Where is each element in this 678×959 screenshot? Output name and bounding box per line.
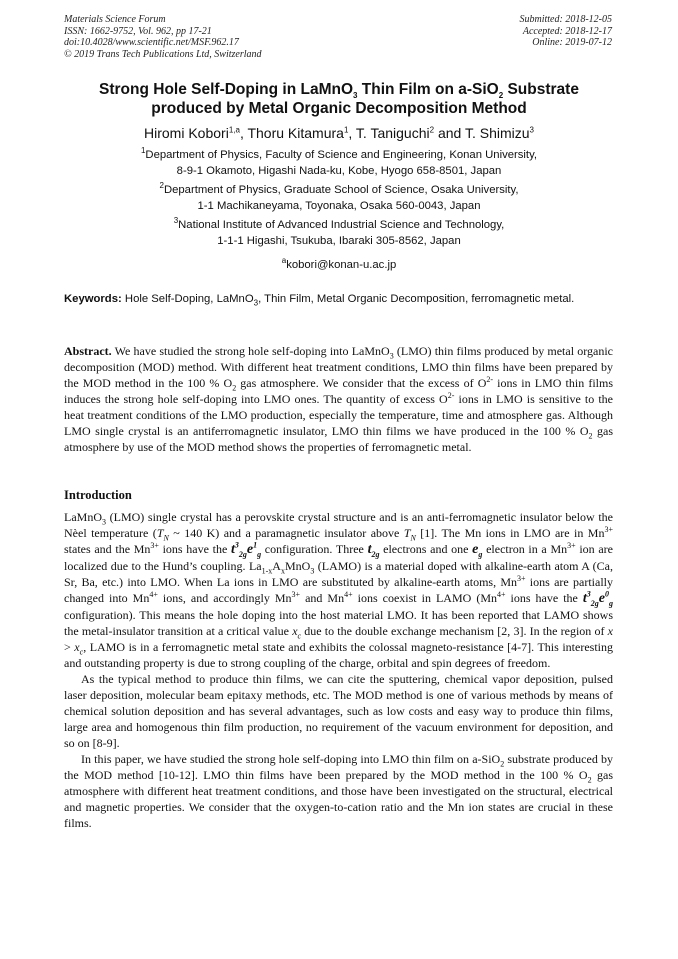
- config-t2g3-eg1: $t^3_{2g}e^1_g$: [230, 540, 262, 559]
- t2g-symbol: $t_{2g}$: [367, 542, 380, 559]
- introduction-heading: Introduction: [64, 488, 132, 502]
- online-date: Online: 2019-07-12: [532, 37, 612, 48]
- introduction-body: [64, 509, 613, 831]
- paper-title: Strong Hole Self-Doping in LaMnO$_3$ Thin Film on a-SiO$_2$ Substrate produced by Metal Organic Decomposition Method: [99, 81, 579, 117]
- keywords: Keywords: Hole Self-Doping, LaMnO$_3$, Thin Film, Metal Organic Decomposition, ferromagnetic metal.: [64, 293, 575, 308]
- intro-paragraph-1: LaMnO$_3$ (LMO) single crystal has a perovskite crystal structure and is an anti-ferromagnetic insulator below the Nèel temperature ($T_N$ ~ 140 K) and a paramagnetic insulator above $T_N$ [1]. The Mn ions in LMO are in $Mn^{3+}$ states and the $Mn^{3+}$ ions have the $t^3_{2g}e^1_g$ configuration. Three $t_{2g}$ electrons and one $e_g$ electron in a $Mn^{3+}$ ion are localized due to the Hund’s coupling. $La_{1-x}A_xMnO_3$ (LAMO) is a material doped with alkaline-earth atom A (Ca, Sr, Ba, etc.) into LMO. When La ions in LMO are substituted by alkaline-earth atoms, $Mn^{3+}$ ions are partially changed into $Mn^{4+}$ ions, and accordingly $Mn^{3+}$ and $Mn^{4+}$ ions coexist in LAMO ($Mn^{4+}$ ions have the $t^3_{2g}e^0_g$ configuration). This means the hole doping into the host material LMO. It has been reported that LAMO shows the metal-insulator transition at a critical value $x_c$ due to the double exchange mechanism [2, 3]. In the region of $x > x_c$, LAMO is in a ferromagnetic metal state and exhibits the colossal magneto-resistance [4-7]. This interesting and outstanding property is due to strong coupling of the charge, orbital and spin degrees of freedom.: [64, 510, 614, 670]
- journal-name: Materials Science Forum: [64, 14, 166, 25]
- journal-header: [64, 14, 262, 60]
- author-list: Hiromi Kobori$^{1,a}$, Thoru Kitamura$^1$, T. Taniguchi$^2$ and T. Shimizu$^3$: [144, 125, 534, 141]
- issn: ISSN: 1662-9752, Vol. 962, pp 17-21: [64, 25, 212, 37]
- corresponding-email[interactable]: $^a$kobori@konan-u.ac.jp: [281, 256, 397, 271]
- copyright: © 2019 Trans Tech Publications Ltd, Switzerland: [64, 48, 262, 60]
- affiliation-2: $^2$Department of Physics, Graduate School of Science, Osaka University, 1-1 Machikaneyama, Toyonaka, Osaka 560-0043, Japan: [159, 181, 519, 212]
- accepted-date: Accepted: 2018-12-17: [522, 25, 612, 37]
- intro-paragraph-2: As the typical method to produce thin films, we can cite the sputtering, chemical vapor deposition, pulsed laser deposition, molecular beam epitaxy methods, etc. The MOD method is one of various methods by means of chemical solution deposition and has several advantages, such as low costs and easy way to produce thin films, large area and homogenous thin film production, no requirement of the vacuum environment for deposition, and so on [8-9].: [64, 672, 613, 750]
- affiliation-3: $^3$National Institute of Advanced Industrial Science and Technology, 1-1-1 Higashi, Tsukuba, Ibaraki 305-8562, Japan: [173, 216, 505, 247]
- keywords-label: Keywords:: [64, 293, 122, 305]
- eg-symbol: $e_g$: [472, 542, 483, 559]
- doi[interactable]: doi:10.4028/www.scientific.net/MSF.962.17: [64, 37, 239, 48]
- abstract: Abstract. We have studied the strong hole self-doping into LaMnO$_3$ (LMO) thin films produced by metal organic decomposition (MOD) method. With different heat treatment conditions, LMO thin films have been prepared by the MOD method in the 100 % $O_2$ gas atmosphere. We consider that the excess of $O^{2-}$ ions in LMO thin films induces the strong hole self-doping into LMO ones. The quantity of excess $O^{2-}$ ions in LMO is sensitive to the heat treatment conditions of the LMO production, especially the temperature, time and atmosphere gas. Although LMO single crystal is an antiferromagnetic insulator, LMO thin films we have produced in the 100 % $O_2$ gas atmosphere by use of the MOD method shows the properties of ferromagnetic metal.: [64, 344, 614, 454]
- submitted-date: Submitted: 2018-12-05: [519, 14, 612, 25]
- affiliation-1: $^1$Department of Physics, Faculty of Science and Engineering, Konan University, 8-9-1 Okamoto, Higashi Nada-ku, Kobe, Hyogo 658-8501, Japan: [140, 146, 538, 177]
- abstract-label: Abstract.: [64, 344, 112, 358]
- intro-paragraph-3: In this paper, we have studied the strong hole self-doping into LMO thin film on a-SiO$_2$ substrate produced by the MOD method [10-12]. LMO thin films have been prepared by the MOD method in the 100 % $O_2$ gas atmosphere with different heat treatment conditions, and those have been investigated on the structural, electrical and magnetic properties. We consider that the oxygen-to-cation ratio and the Mn ion states are crucial in these films.: [64, 752, 613, 830]
- config-t2g3-eg0: $t^3_{2g}e^0_g$: [582, 589, 613, 608]
- dates-header: [520, 14, 613, 49]
